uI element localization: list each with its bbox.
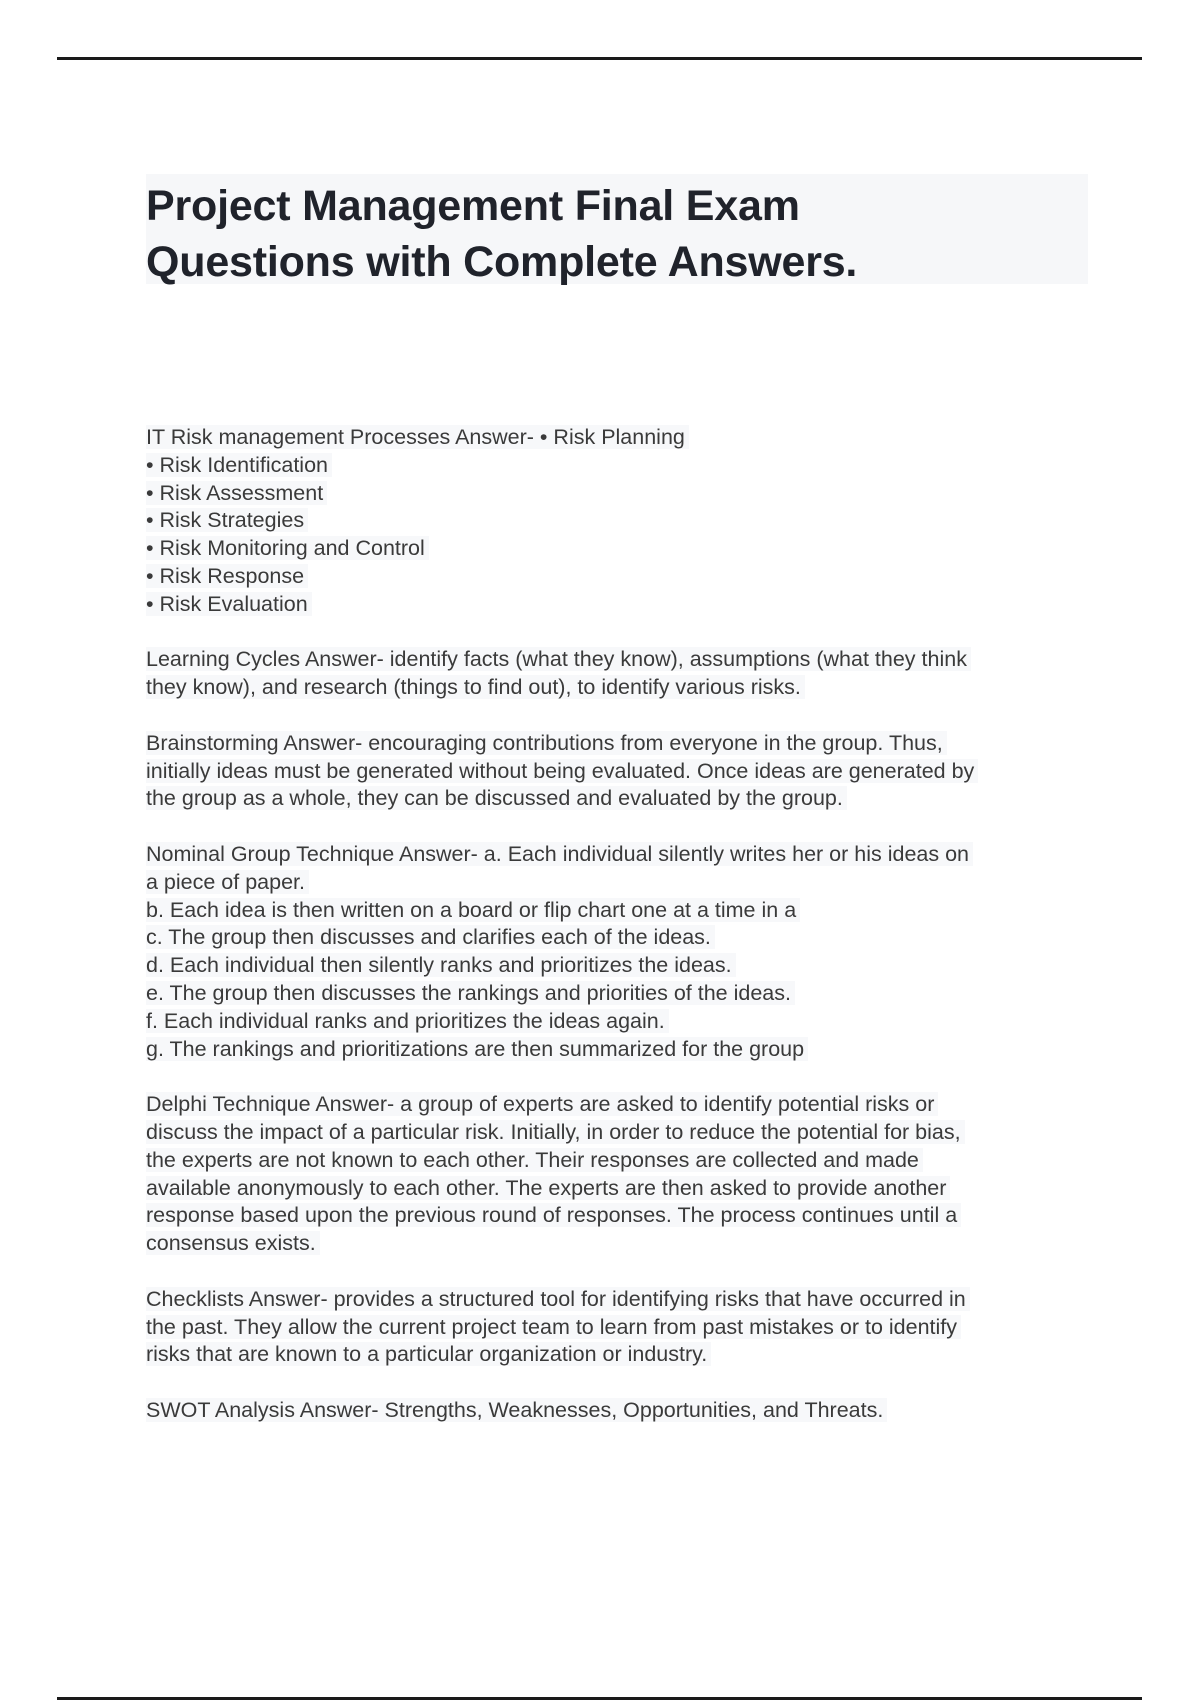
text-line bbox=[146, 897, 1106, 925]
text-line bbox=[146, 869, 1106, 897]
text-line-content: they know), and research (things to find out), to identify various risks. bbox=[146, 675, 805, 699]
text-line-content: Delphi Technique Answer- a group of experts are asked to identify potential risks or bbox=[146, 1092, 938, 1116]
text-line-content: Learning Cycles Answer- identify facts (what they know), assumptions (what they think bbox=[146, 647, 971, 671]
text-line-content: discuss the impact of a particular risk. Initially, in order to reduce the potential for bias, bbox=[146, 1120, 965, 1144]
text-line-content: • Risk Assessment bbox=[146, 481, 327, 505]
text-line bbox=[146, 1036, 1106, 1064]
text-line-content: the experts are not known to each other. Their responses are collected and made bbox=[146, 1148, 923, 1172]
text-line bbox=[146, 1397, 1106, 1425]
text-line-content: • Risk Evaluation bbox=[146, 592, 312, 616]
text-line bbox=[146, 1202, 1106, 1230]
text-line-content: b. Each idea is then written on a board or flip chart one at a time in a bbox=[146, 898, 800, 922]
text-line bbox=[146, 452, 1106, 480]
text-line bbox=[146, 1119, 1106, 1147]
text-line bbox=[146, 1341, 1106, 1369]
title-line: Questions with Complete Answers. bbox=[146, 238, 858, 286]
text-line bbox=[146, 480, 1106, 508]
paragraph-gap bbox=[146, 1369, 1106, 1397]
text-line-content: a piece of paper. bbox=[146, 870, 309, 894]
text-line-content: • Risk Monitoring and Control bbox=[146, 536, 429, 560]
qa-paragraph bbox=[146, 841, 1106, 1063]
paragraph-gap bbox=[146, 1258, 1106, 1286]
text-line-content: • Risk Response bbox=[146, 564, 308, 588]
text-line bbox=[146, 785, 1106, 813]
text-line-content: g. The rankings and prioritizations are then summarized for the group bbox=[146, 1037, 808, 1061]
text-line bbox=[146, 674, 1106, 702]
text-line-content: IT Risk management Processes Answer- • Risk Planning bbox=[146, 425, 689, 449]
text-line-content: the group as a whole, they can be discussed and evaluated by the group. bbox=[146, 786, 847, 810]
text-line bbox=[146, 1286, 1106, 1314]
text-line bbox=[146, 424, 1106, 452]
qa-paragraph bbox=[146, 646, 1106, 702]
text-line-content: f. Each individual ranks and prioritizes the ideas again. bbox=[146, 1009, 669, 1033]
text-line bbox=[146, 535, 1106, 563]
text-line bbox=[146, 563, 1106, 591]
text-line-content: consensus exists. bbox=[146, 1231, 320, 1255]
text-line bbox=[146, 980, 1106, 1008]
text-line bbox=[146, 646, 1106, 674]
text-line-content: • Risk Strategies bbox=[146, 508, 308, 532]
text-line-content: d. Each individual then silently ranks and prioritizes the ideas. bbox=[146, 953, 736, 977]
text-line bbox=[146, 841, 1106, 869]
document-body bbox=[146, 424, 1106, 1425]
text-line-content: • Risk Identification bbox=[146, 453, 332, 477]
text-line bbox=[146, 1091, 1106, 1119]
qa-paragraph bbox=[146, 1091, 1106, 1258]
text-line-content: response based upon the previous round of responses. The process continues until a bbox=[146, 1203, 961, 1227]
text-line-content: the past. They allow the current project team to learn from past mistakes or to identify bbox=[146, 1315, 961, 1339]
text-line bbox=[146, 507, 1106, 535]
paragraph-gap bbox=[146, 702, 1106, 730]
text-line bbox=[146, 1008, 1106, 1036]
page-title bbox=[146, 178, 857, 290]
text-line bbox=[146, 952, 1106, 980]
text-line bbox=[146, 1147, 1106, 1175]
qa-paragraph bbox=[146, 1286, 1106, 1369]
text-line bbox=[146, 730, 1106, 758]
text-line-content: c. The group then discusses and clarifies each of the ideas. bbox=[146, 925, 715, 949]
text-line bbox=[146, 924, 1106, 952]
qa-paragraph bbox=[146, 424, 1106, 619]
text-line-content: available anonymously to each other. The experts are then asked to provide another bbox=[146, 1176, 950, 1200]
text-line bbox=[146, 591, 1106, 619]
text-line-content: Checklists Answer- provides a structured tool for identifying risks that have occurred in bbox=[146, 1287, 970, 1311]
text-line bbox=[146, 758, 1106, 786]
text-line-content: initially ideas must be generated without being evaluated. Once ideas are generated by bbox=[146, 759, 978, 783]
text-line-content: Brainstorming Answer- encouraging contributions from everyone in the group. Thus, bbox=[146, 731, 947, 755]
text-line-content: Nominal Group Technique Answer- a. Each individual silently writes her or his ideas on bbox=[146, 842, 973, 866]
header-rule bbox=[57, 57, 1142, 60]
paragraph-gap bbox=[146, 1063, 1106, 1091]
text-line bbox=[146, 1230, 1106, 1258]
text-line-content: SWOT Analysis Answer- Strengths, Weaknesses, Opportunities, and Threats. bbox=[146, 1398, 887, 1422]
paragraph-gap bbox=[146, 813, 1106, 841]
text-line bbox=[146, 1314, 1106, 1342]
paragraph-gap bbox=[146, 619, 1106, 647]
qa-paragraph bbox=[146, 1397, 1106, 1425]
text-line bbox=[146, 1175, 1106, 1203]
qa-paragraph bbox=[146, 730, 1106, 813]
text-line-content: risks that are known to a particular organization or industry. bbox=[146, 1342, 711, 1366]
text-line-content: e. The group then discusses the rankings and priorities of the ideas. bbox=[146, 981, 795, 1005]
title-line: Project Management Final Exam bbox=[146, 182, 800, 230]
